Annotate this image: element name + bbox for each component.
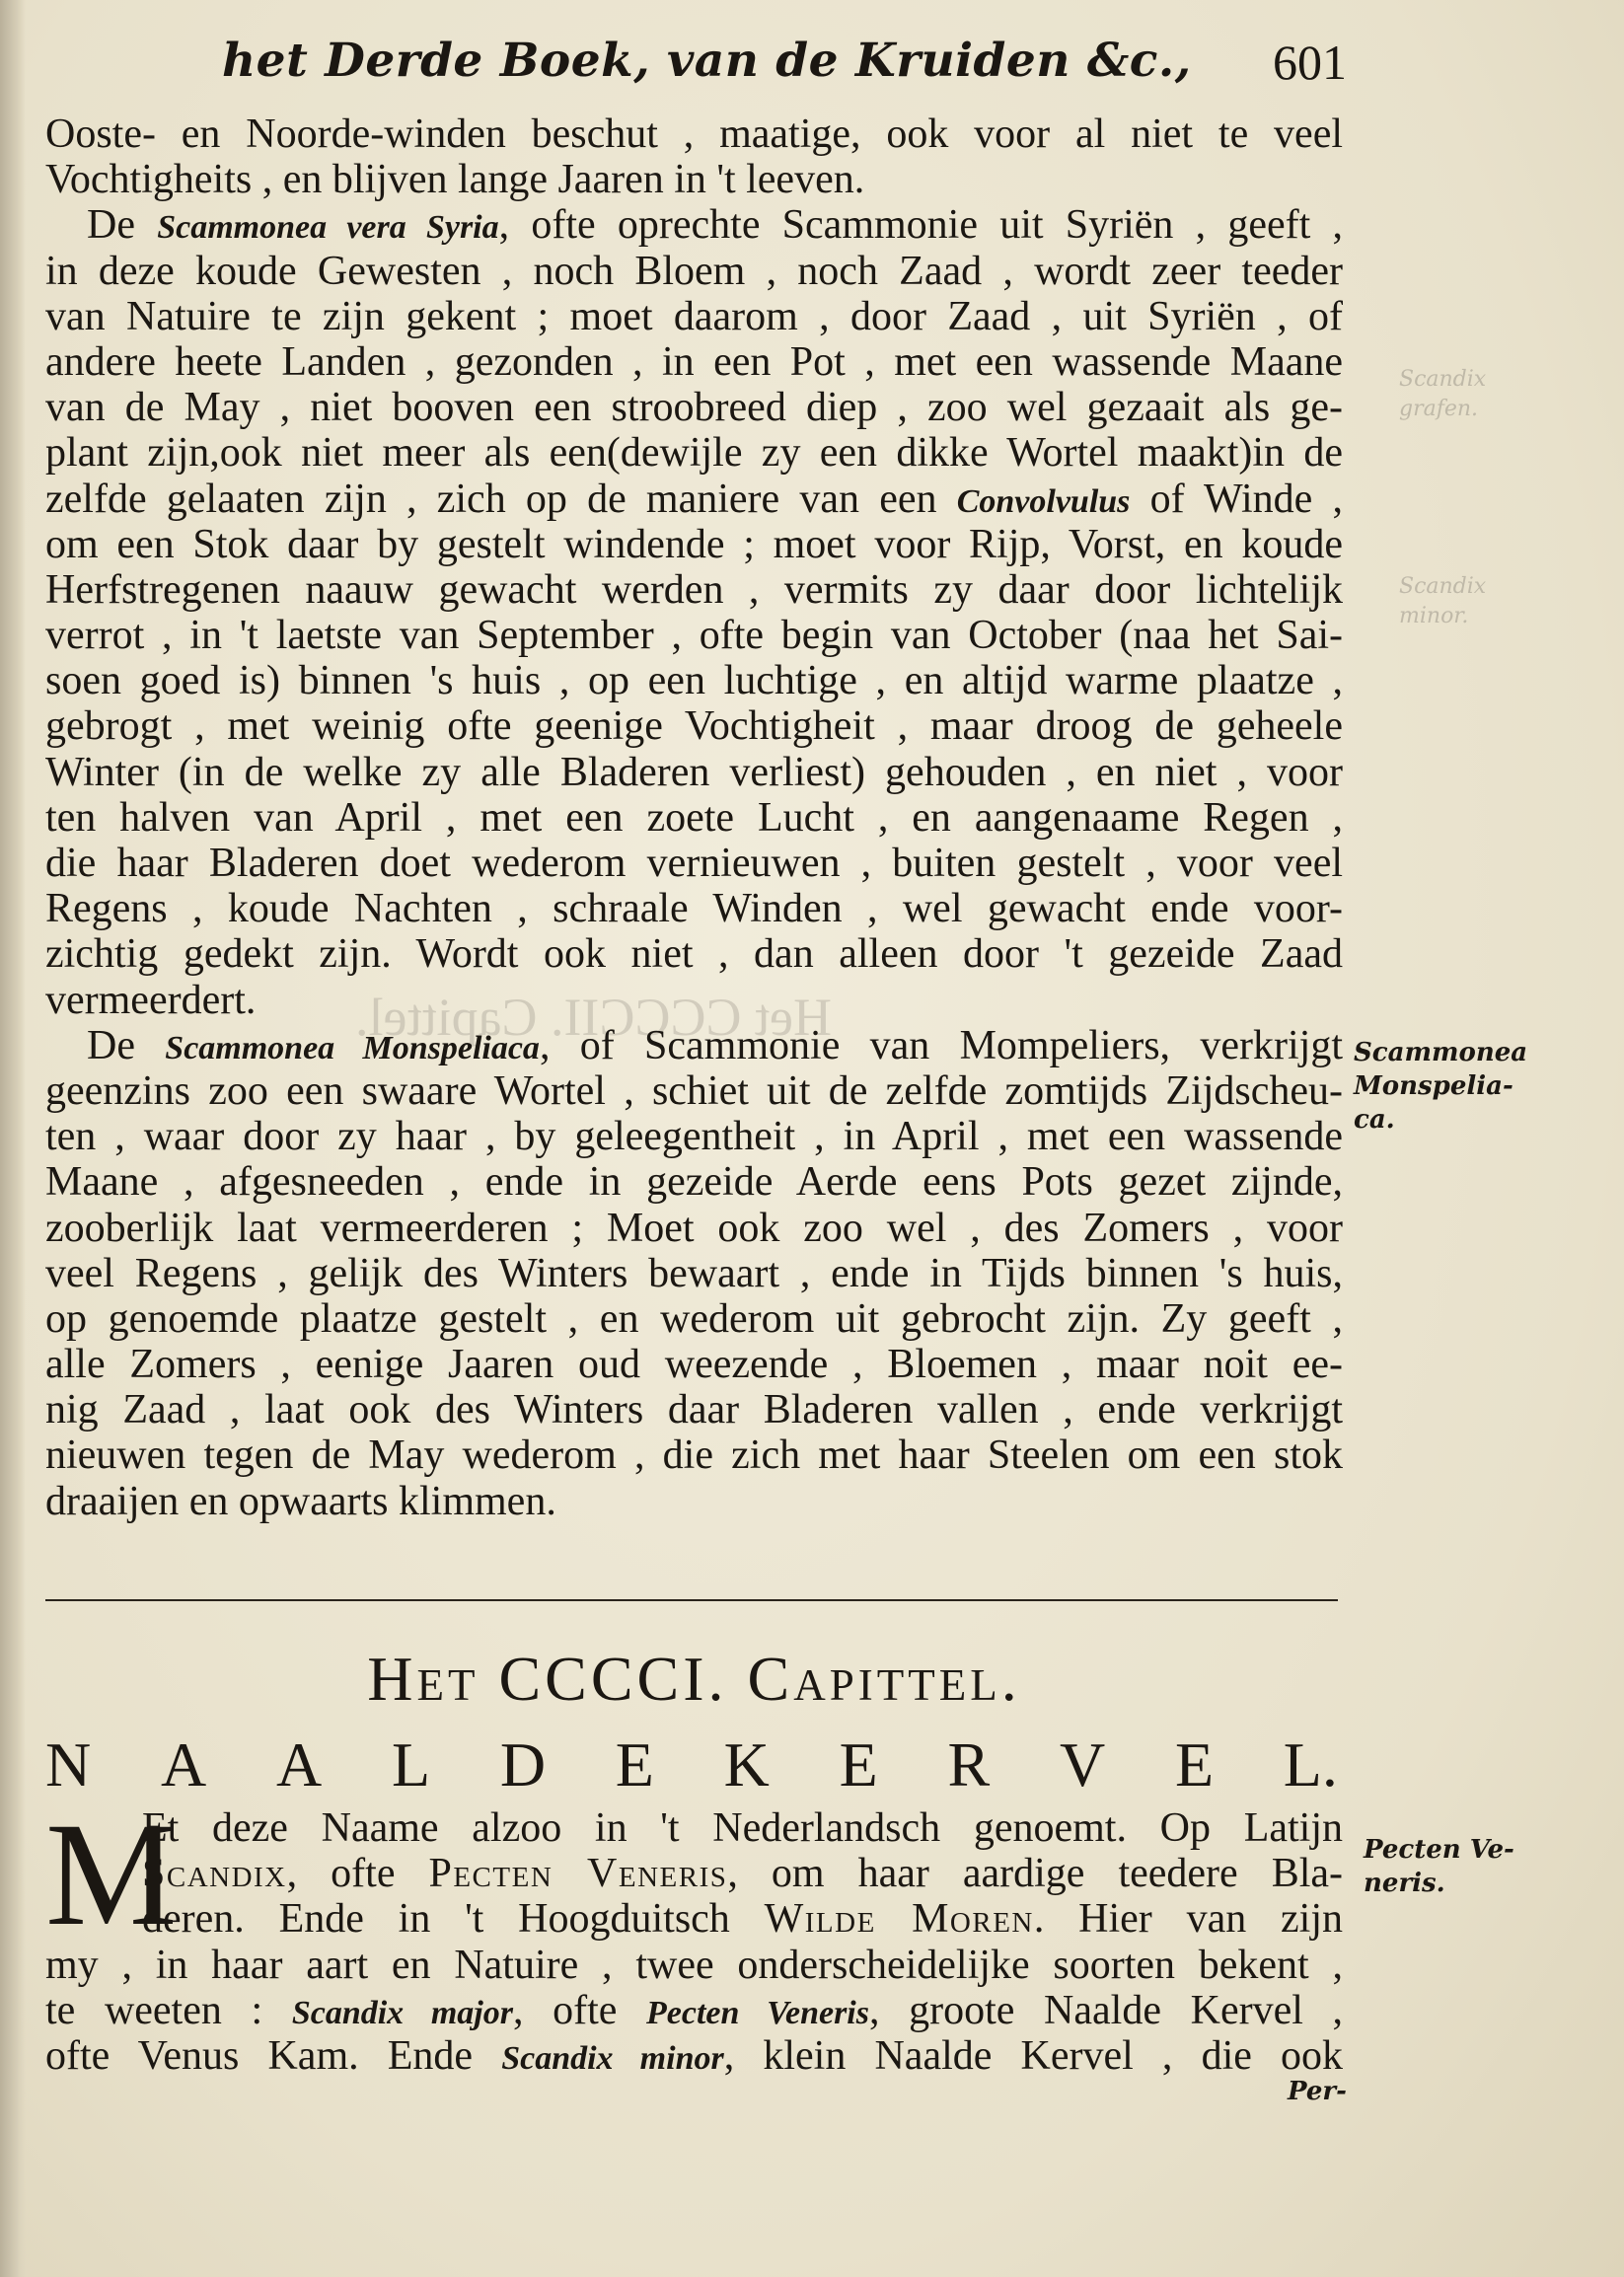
text-line: Et deze Naame alzoo in 't Nederlandsch genoemt. Op Latijn [142,1805,1343,1851]
latin-name: Scammonea vera Syria [157,209,499,247]
text-line: Regens , koude Nachten , schraale Winden , wel gewacht ende voor- [45,886,1343,932]
text-line: zichtig gedekt zijn. Wordt ook niet , dan alleen door 't gezeide Zaad [45,931,1343,978]
page-header [222,34,1347,103]
text-line: veel Regens , gelijk des Winters bewaart , ende in Tijds binnen 's huis, [45,1250,1343,1296]
catchword: Per- [1288,2077,1347,2106]
text-line: in deze koude Gewesten , noch Bloem , noch Zaad , wordt zeer teeder [45,248,1343,294]
text-line: die haar Bladeren doet wederom vernieuwen , buiten gestelt , voor veel [45,841,1343,886]
text-line: Maane , afgesneeden , ende in gezeide Aerde eens Pots gezet zijnde, [45,1159,1343,1206]
text-line: andere heete Landen , gezonden , in een Pot , met een wassende Maane [45,338,1343,385]
page-number: 601 [1273,35,1347,90]
text-line: my , in haar aart en Natuire , twee onderscheidelijke soorten bekent , [45,1942,1343,1988]
text-line: deren. Ende in 't Hoogduitsch Wilde Moren. Hier van zijn [142,1896,1344,1943]
plant-name-letter: N [45,1729,92,1800]
plant-name-letter: K [723,1729,770,1800]
text-line: Scandix, ofte Pecten Veneris, om haar aardige teedere Bla- [142,1851,1344,1897]
text-line: Herfstregenen naauw gewacht werden , vermits zy daar door lichtelijk [45,566,1343,613]
text-line: vermeerdert. [45,977,257,1023]
show-through-margin: Scandix grafen. [1399,367,1487,421]
margin-note: Pecten Ve- neris. [1364,1835,1514,1898]
text-line: Vochtigheits , en blijven lange Jaaren in 't leeven. [45,157,865,203]
plant-name-letter: A [160,1729,207,1800]
text-line: ofte Venus Kam. Ende Scandix minor, klein Naalde Kervel , die ook [45,2032,1344,2079]
text-line: op genoemde plaatze gestelt , en wederom uit gebrocht zijn. Zy geeft , [45,1295,1343,1342]
plant-name-letter: E [839,1729,878,1800]
text-line: ten , waar door zy haar , by geleegentheit , in April , met een wassende [45,1114,1343,1160]
plant-name-letter: E [615,1729,654,1800]
plant-name-letter: V [1059,1729,1106,1800]
page-gutter-shadow [0,0,26,2277]
text-line: plant zijn,ook niet meer als een(dewijle zy een dikke Wortel maakt)in de [45,430,1343,477]
plant-name-letter: R [947,1729,991,1800]
drop-cap: M [45,1793,178,1956]
text-line: ten halven van April , met een zoete Lucht , en aangenaame Regen , [45,794,1343,841]
latin-name: Convolvulus [956,482,1131,520]
chapter-body [45,1793,1344,2079]
section-divider [45,1599,1338,1601]
text-line: van Natuire te zijn gekent ; moet daarom , door Zaad , uit Syriën , of [45,293,1343,339]
plant-name-letter: D [499,1729,547,1800]
margin-note: Scammonea Monspelia- ca. [1354,1038,1528,1135]
text-line: nig Zaad , laat ook des Winters daar Bladeren vallen , ende verkrijgt [45,1387,1343,1433]
text-line: zooberlijk laat vermeerderen ; Moet ook zoo wel , des Zomers , voor [45,1205,1343,1251]
running-head: het Derde Boek, van de Kruiden &c., [222,34,1192,88]
text-line: draaijen en opwaarts klimmen. [45,1478,556,1524]
plant-name-letter: E [1174,1729,1215,1800]
text-line: van de May , niet booven een stroobreed diep , zoo wel gezaait als ge- [45,385,1343,431]
text-line: verrot , in 't laetste van September , ofte begin van October (naa het Sai- [45,613,1343,659]
show-through-margin: Scandix minor. [1399,574,1487,628]
text-line: zelfde gelaaten zijn , zich op de maniere van een Convolvulus of Winde , [45,476,1344,522]
text-line: gebrogt , met weinig ofte geenige Vochtigheit , maar droog de geheele [45,703,1343,750]
plant-name-heading [45,1728,1338,1801]
plant-name-letter: L. [1283,1729,1338,1800]
text-line: Ooste- en Noorde-winden beschut , maatige, ook voor al niet te veel [45,111,1343,157]
chapter-heading: Het CCCCI. Capittel. [367,1644,1021,1714]
text-line: nieuwen tegen de May wederom , die zich met haar Steelen om een stok [45,1432,1343,1479]
text-line: Winter (in de welke zy alle Bladeren verliest) gehouden , en niet , voor [45,749,1343,795]
body-text [45,111,1343,1524]
show-through-text: Het CCCCII. Capittel. [355,988,832,1047]
text-line: geenzins zoo een swaare Wortel , schiet uit de zelfde zomtijds Zijdscheu- [45,1067,1343,1114]
plant-name-letter: L [391,1729,431,1800]
chapter-text [45,1793,1344,2079]
text-line: De Scammonea vera Syria, ofte oprechte Scammonie uit Syriën , geeft , [87,202,1344,249]
text-line: soen goed is) binnen 's huis , op een luchtige , en altijd warme plaatze , [45,658,1343,704]
text-line: De Scammonea Monspeliaca, of Scammonie van Mompeliers, verkrijgt [87,1022,1343,1068]
text-line: alle Zomers , eenige Jaaren oud weezende , Bloemen , maar noit ee- [45,1342,1343,1388]
plant-name-letter: A [275,1729,323,1800]
latin-name: Scammonea Monspeliaca [165,1029,540,1066]
text-line: te weeten : Scandix major, ofte Pecten Veneris, groote Naalde Kervel , [45,1987,1344,2033]
text-line: om een Stok daar by gestelt windende ; moet voor Rijp, Vorst, en koude [45,521,1343,567]
